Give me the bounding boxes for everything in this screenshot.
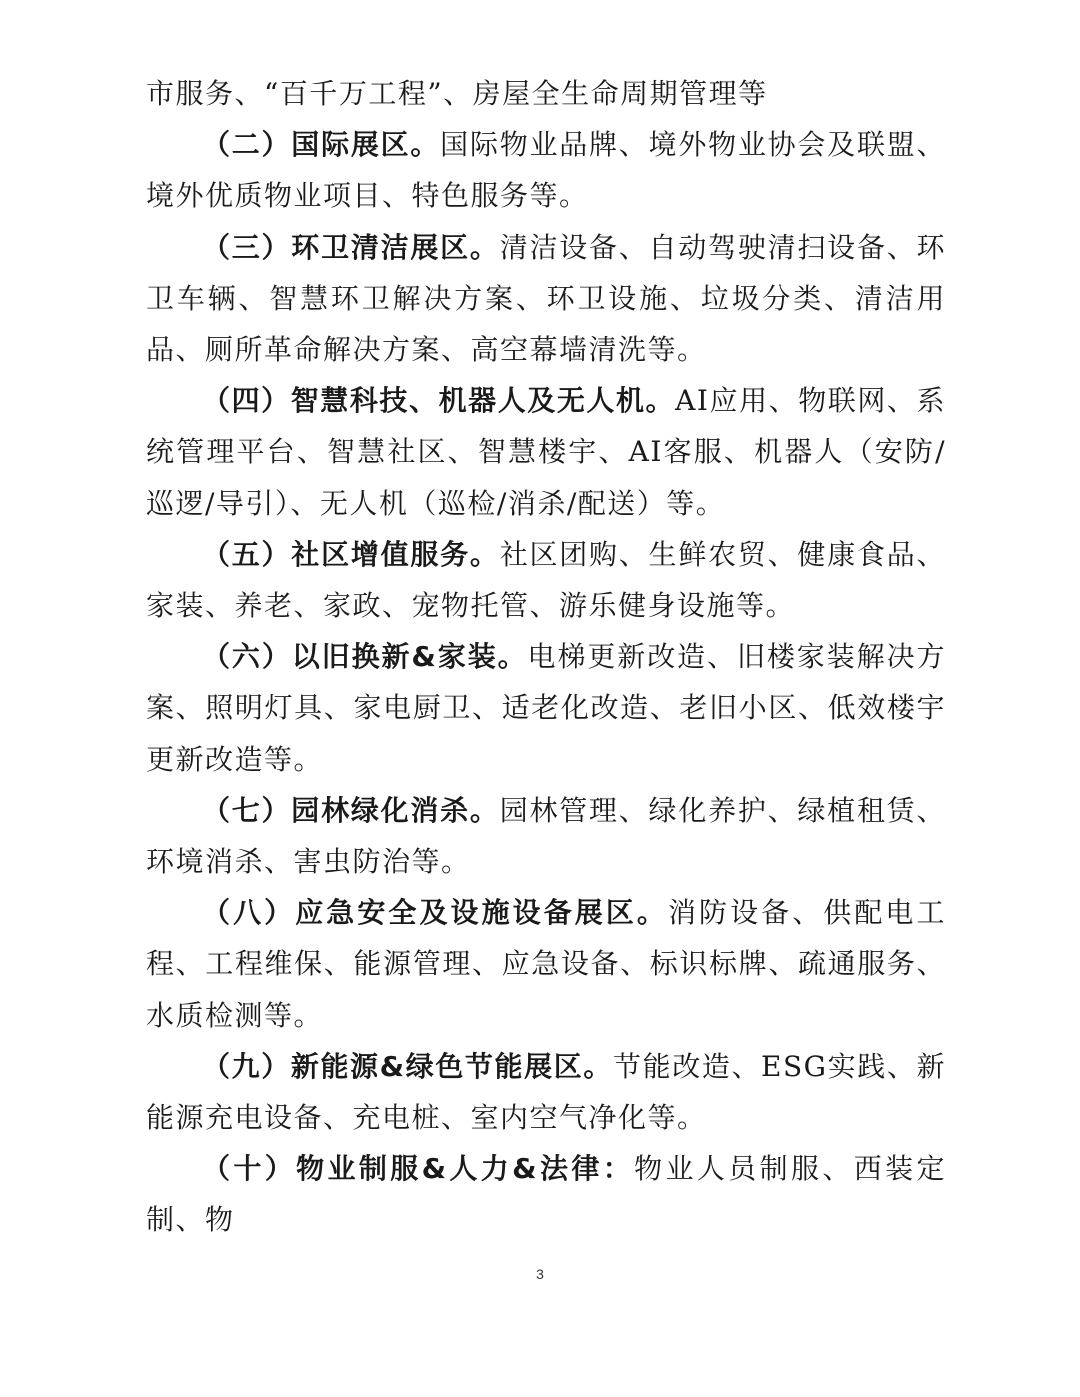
paragraph-heading: （七）园林绿化消杀。 xyxy=(202,793,500,827)
paragraph-heading: （三）环卫清洁展区。 xyxy=(202,230,500,264)
document-body xyxy=(146,68,946,1246)
paragraph-text: 社区团购、生鲜农贸、健康食品、家装、养老、家政、宠物托管、游乐健身设施等。 xyxy=(146,537,946,623)
paragraph-heading: （九）新能源&绿色节能展区。 xyxy=(202,1049,613,1083)
paragraph-heading: （四）智慧科技、机器人及无人机。 xyxy=(202,384,676,418)
paragraph-heading: （二）国际展区。 xyxy=(202,128,441,162)
paragraph-uniforms-hr-legal xyxy=(146,1143,946,1245)
paragraph-smart-tech xyxy=(146,375,946,529)
paragraph-international-zone xyxy=(146,119,946,221)
paragraph-text: 电梯更新改造、旧楼家装解决方案、照明灯具、家电厨卫、适老化改造、老旧小区、低效楼宇更新改造等。 xyxy=(146,640,946,776)
paragraph-landscaping xyxy=(146,785,946,887)
paragraph-text: AI应用、物联网、系统管理平台、智慧社区、智慧楼宇、AI客服、机器人（安防/巡逻/导引）、无人机（巡检/消杀/配送）等。 xyxy=(146,384,946,520)
paragraph-heading: （五）社区增值服务。 xyxy=(202,537,500,571)
paragraph-new-energy xyxy=(146,1041,946,1143)
paragraph-sanitation-zone xyxy=(146,222,946,376)
paragraph-text: 消防设备、供配电工程、工程维保、能源管理、应急设备、标识标牌、疏通服务、水质检测等。 xyxy=(146,896,946,1032)
paragraph-heading: （十）物业制服&人力&法律： xyxy=(202,1152,635,1186)
paragraph-heading: （六）以旧换新&家装。 xyxy=(202,640,528,674)
paragraph-heading: （八）应急安全及设施设备展区。 xyxy=(202,896,668,930)
paragraph-text: 物业人员制服、西装定制、物 xyxy=(146,1152,946,1237)
paragraph-community-services xyxy=(146,529,946,631)
paragraph-continuation xyxy=(146,68,946,119)
page-number: 3 xyxy=(536,1266,544,1282)
paragraph-text: 节能改造、ESG实践、新能源充电设备、充电桩、室内空气净化等。 xyxy=(146,1049,946,1135)
paragraph-text: 园林管理、绿化养护、绿植租赁、环境消杀、害虫防治等。 xyxy=(146,793,946,879)
paragraph-text: 国际物业品牌、境外物业协会及联盟、境外优质物业项目、特色服务等。 xyxy=(146,128,946,213)
paragraph-trade-in-renovation xyxy=(146,631,946,785)
paragraph-emergency-safety xyxy=(146,887,946,1041)
paragraph-text: 清洁设备、自动驾驶清扫设备、环卫车辆、智慧环卫解决方案、环卫设施、垃圾分类、清洁用品、厕所革命解决方案、高空幕墙清洗等。 xyxy=(146,230,946,367)
paragraph-text: 市服务、“百千万工程”、房屋全生命周期管理等 xyxy=(146,77,768,110)
